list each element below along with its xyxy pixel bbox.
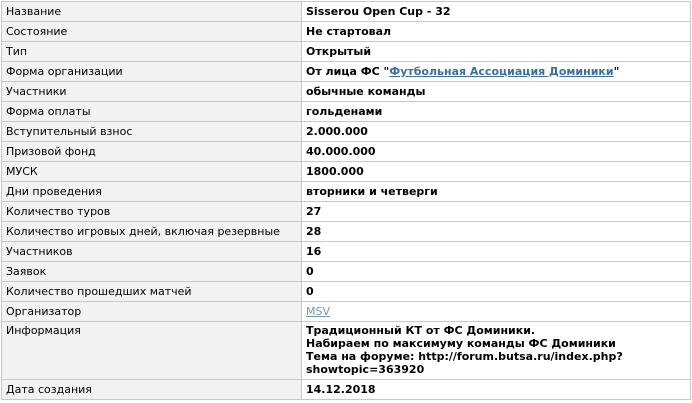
table-row	[2, 2, 691, 22]
row-label-game-days-count: Количество игровых дней, включая резервные	[2, 222, 302, 242]
row-label-match-days: Дни проведения	[2, 182, 302, 202]
prize-fund-value: 40.000.000	[302, 142, 691, 162]
participants-kind-value: обычные команды	[302, 82, 691, 102]
table-row	[2, 82, 691, 102]
table-row	[2, 122, 691, 142]
row-label-payment-form: Форма оплаты	[2, 102, 302, 122]
table-row	[2, 42, 691, 62]
game-days-count-value: 28	[302, 222, 691, 242]
musk-value: 1800.000	[302, 162, 691, 182]
table-row	[2, 162, 691, 182]
table-row	[2, 202, 691, 222]
table-row	[2, 62, 691, 82]
organizer-value	[302, 302, 691, 322]
status-value: Не стартовал	[302, 22, 691, 42]
table-row	[2, 22, 691, 42]
rounds-count-value: 27	[302, 202, 691, 222]
row-label-musk: МУСК	[2, 162, 302, 182]
payment-form-value: гольденами	[302, 102, 691, 122]
row-label-type: Тип	[2, 42, 302, 62]
participants-count-value: 16	[302, 242, 691, 262]
row-label-organizer: Организатор	[2, 302, 302, 322]
row-label-status: Состояние	[2, 22, 302, 42]
applications-value: 0	[302, 262, 691, 282]
created-date-value: 14.12.2018	[302, 380, 691, 400]
table-row	[2, 222, 691, 242]
row-label-played-matches: Количество прошедших матчей	[2, 282, 302, 302]
row-label-prize-fund: Призовой фонд	[2, 142, 302, 162]
tournament-name-value: Sisserou Open Cup - 32	[302, 2, 691, 22]
table-row	[2, 322, 691, 380]
row-label-organization-form: Форма организации	[2, 62, 302, 82]
table-row	[2, 242, 691, 262]
type-value: Открытый	[302, 42, 691, 62]
row-label-entry-fee: Вступительный взнос	[2, 122, 302, 142]
organization-form-prefix: От лица ФС "	[306, 65, 390, 78]
played-matches-value: 0	[302, 282, 691, 302]
match-days-value: вторники и четверги	[302, 182, 691, 202]
information-text	[306, 324, 686, 376]
information-line: showtopic=363920	[306, 363, 425, 376]
row-label-participants-count: Участников	[2, 242, 302, 262]
table-row	[2, 182, 691, 202]
organization-form-value	[302, 62, 691, 82]
row-label-created-date: Дата создания	[2, 380, 302, 400]
table-row	[2, 142, 691, 162]
table-row	[2, 380, 691, 400]
table-row	[2, 262, 691, 282]
row-label-name: Название	[2, 2, 302, 22]
row-label-information: Информация	[2, 322, 302, 380]
table-row	[2, 102, 691, 122]
information-line: Тема на форуме: http://forum.butsa.ru/index.php?	[306, 350, 623, 363]
organization-form-suffix: "	[613, 65, 620, 78]
table-row	[2, 282, 691, 302]
entry-fee-value: 2.000.000	[302, 122, 691, 142]
information-line: Набираем по максимуму команды ФС Доминики	[306, 337, 616, 350]
row-label-rounds-count: Количество туров	[2, 202, 302, 222]
row-label-participants-kind: Участники	[2, 82, 302, 102]
federation-link[interactable]: Футбольная Ассоциация Доминики	[389, 65, 614, 78]
information-value	[302, 322, 691, 380]
row-label-applications: Заявок	[2, 262, 302, 282]
information-line: Традиционный КТ от ФС Доминики.	[306, 324, 536, 337]
tournament-info-table	[1, 1, 691, 400]
table-row	[2, 302, 691, 322]
organizer-link[interactable]: MSV	[306, 305, 330, 318]
